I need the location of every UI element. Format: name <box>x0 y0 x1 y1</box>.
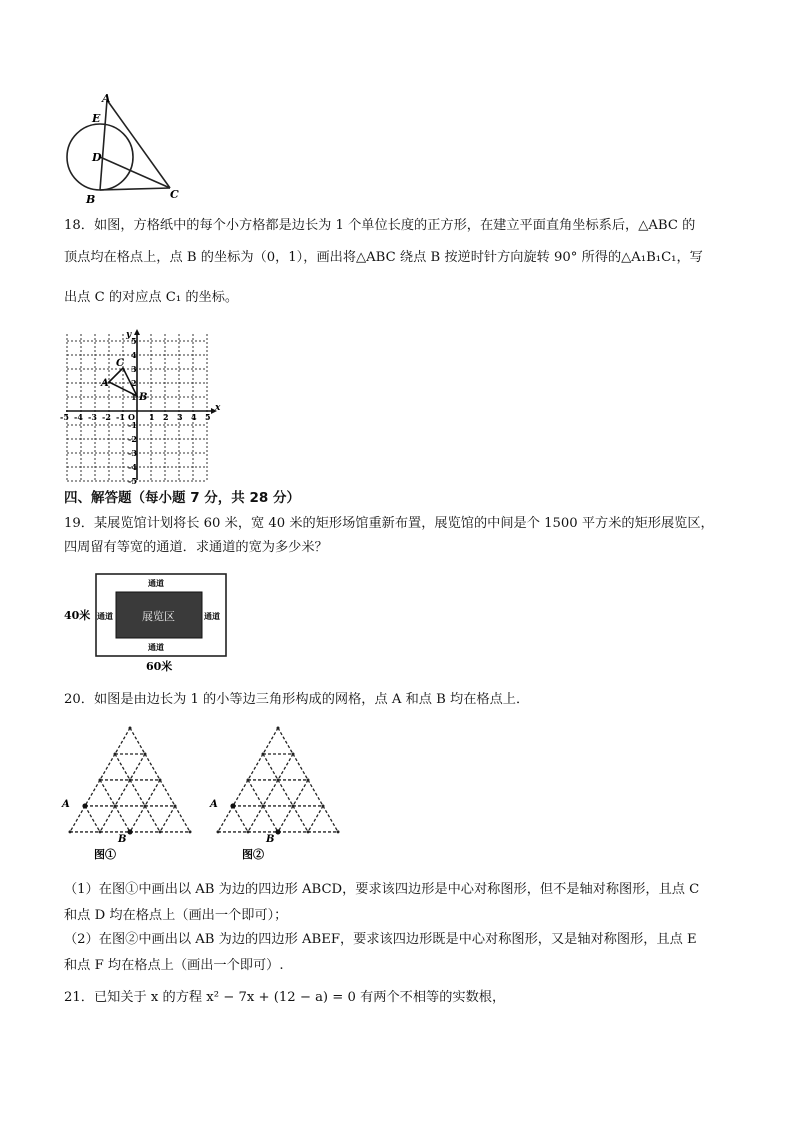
grid-point <box>114 804 117 807</box>
q21-line-1: 21．已知关于 x 的方程 x² − 7x + (12 − a) = 0 有两个不相等的实数根， <box>64 990 506 1005</box>
grid-point <box>144 752 147 755</box>
q20-line-1: 20．如图是由边长为 1 的小等边三角形构成的网格，点 A 和点 B 均在格点上． <box>64 692 530 707</box>
origin-label: O <box>128 412 135 422</box>
x-tick-label: -5 <box>60 412 69 422</box>
right-path-label: 通道 <box>204 611 220 621</box>
y-tick-label: -1 <box>128 420 137 430</box>
grid-point <box>129 778 132 781</box>
circle-tangent-figure <box>64 92 194 207</box>
grid-point <box>307 830 310 833</box>
fig1-caption: 图① <box>94 848 116 861</box>
x-tick-label: 3 <box>177 412 183 422</box>
grid-point <box>159 830 162 833</box>
q20-part1-line-2: 和点 D 均在格点上（画出一个即可）； <box>64 908 288 923</box>
x-tick-label: -3 <box>88 412 97 422</box>
section-heading: 四、解答题（每小题 7 分，共 28 分） <box>64 490 300 506</box>
left-path-label: 通道 <box>97 611 113 621</box>
grid-point <box>129 727 132 730</box>
x-tick-label: -4 <box>74 412 83 422</box>
grid-point <box>322 804 325 807</box>
q18-line-2: 顶点均在格点上，点 B 的坐标为（0，1），画出将△ABC 绕点 B 按逆时针方向旋转 90° 所得的△A₁B₁C₁，写 <box>64 250 703 265</box>
grid-point <box>99 830 102 833</box>
label-A: A <box>101 378 109 389</box>
y-tick-label: 5 <box>131 336 137 346</box>
x-tick-label: 1 <box>149 412 155 422</box>
width-label: 60米 <box>146 660 173 673</box>
y-tick-label: 2 <box>131 378 137 388</box>
grid-point <box>262 804 265 807</box>
label-C: C <box>170 188 179 201</box>
y-tick-label: 1 <box>131 392 137 402</box>
y-tick-label: 4 <box>131 350 137 360</box>
q20-part2-line-1: （2）在图②中画出以 AB 为边的四边形 ABEF，要求该四边形既是中心对称图形，又是轴对称图形，且点 E <box>64 932 697 947</box>
q19-line-1: 19．某展览馆计划将长 60 米，宽 40 米的矩形场馆重新布置，展览馆的中间是个 1500 平方米的矩形展览区， <box>64 516 714 531</box>
y-tick-label: -4 <box>128 462 137 472</box>
fig1-label-B: B <box>118 834 127 845</box>
point-B <box>127 829 132 834</box>
grid-point <box>144 804 147 807</box>
grid-point <box>217 830 220 833</box>
point-A <box>82 803 87 808</box>
label-A: A <box>102 92 111 105</box>
label-B: B <box>139 392 148 403</box>
q20-part2-line-2: 和点 F 均在格点上（画出一个即可）. <box>64 958 284 973</box>
grid-point <box>174 804 177 807</box>
x-tick-label: 5 <box>205 412 211 422</box>
triangle-grid-figures <box>60 718 350 866</box>
y-tick-label: 3 <box>131 364 137 374</box>
x-tick-label: 2 <box>163 412 169 422</box>
grid-point <box>114 752 117 755</box>
point-B <box>275 829 280 834</box>
x-tick-label: -2 <box>102 412 111 422</box>
fig2-label-A: A <box>210 799 218 810</box>
x-axis-label: x <box>215 403 221 413</box>
triangle-grid-2 <box>217 727 340 835</box>
grid-point <box>337 830 340 833</box>
label-C: C <box>116 358 124 369</box>
y-tick-label: -3 <box>128 448 137 458</box>
q18-line-1: 18．如图，方格纸中的每个小方格都是边长为 1 个单位长度的正方形，在建立平面直角坐标系后，△ABC 的 <box>64 218 696 233</box>
y-tick-label: -5 <box>128 476 137 486</box>
height-label: 40米 <box>64 609 91 622</box>
y-axis-label: y <box>126 330 132 340</box>
bottom-path-label: 通道 <box>148 642 164 652</box>
fig2-caption: 图② <box>242 848 264 861</box>
point-A <box>230 803 235 808</box>
grid-point <box>292 804 295 807</box>
x-tick-label: -1 <box>116 412 125 422</box>
y-tick-label: -2 <box>128 434 137 444</box>
grid-point <box>99 778 102 781</box>
grid-point <box>277 778 280 781</box>
q18-line-3: 出点 C 的对应点 C₁ 的坐标。 <box>64 290 239 305</box>
grid-point <box>277 727 280 730</box>
grid-point <box>189 830 192 833</box>
fig2-label-B: B <box>266 834 275 845</box>
exhibition-hall-figure <box>64 570 234 678</box>
q20-part1-line-1: （1）在图①中画出以 AB 为边的四边形 ABCD，要求该四边形是中心对称图形，但不是轴对称图形，且点 C <box>64 882 700 897</box>
grid-point <box>292 752 295 755</box>
label-B: B <box>86 193 96 206</box>
triangle-grid-1 <box>69 727 192 835</box>
coordinate-grid-figure <box>60 328 224 486</box>
q19-line-2: 四周留有等宽的通道．求通道的宽为多少米？ <box>64 540 328 555</box>
grid-point <box>247 830 250 833</box>
fig1-label-A: A <box>62 799 70 810</box>
grid-point <box>159 778 162 781</box>
label-D: D <box>92 151 102 164</box>
center-label: 展览区 <box>142 610 175 623</box>
grid-point <box>247 778 250 781</box>
grid-point <box>307 778 310 781</box>
x-tick-label: 4 <box>191 412 197 422</box>
grid-point <box>262 752 265 755</box>
top-path-label: 通道 <box>148 578 164 588</box>
label-E: E <box>92 112 101 125</box>
grid-point <box>69 830 72 833</box>
